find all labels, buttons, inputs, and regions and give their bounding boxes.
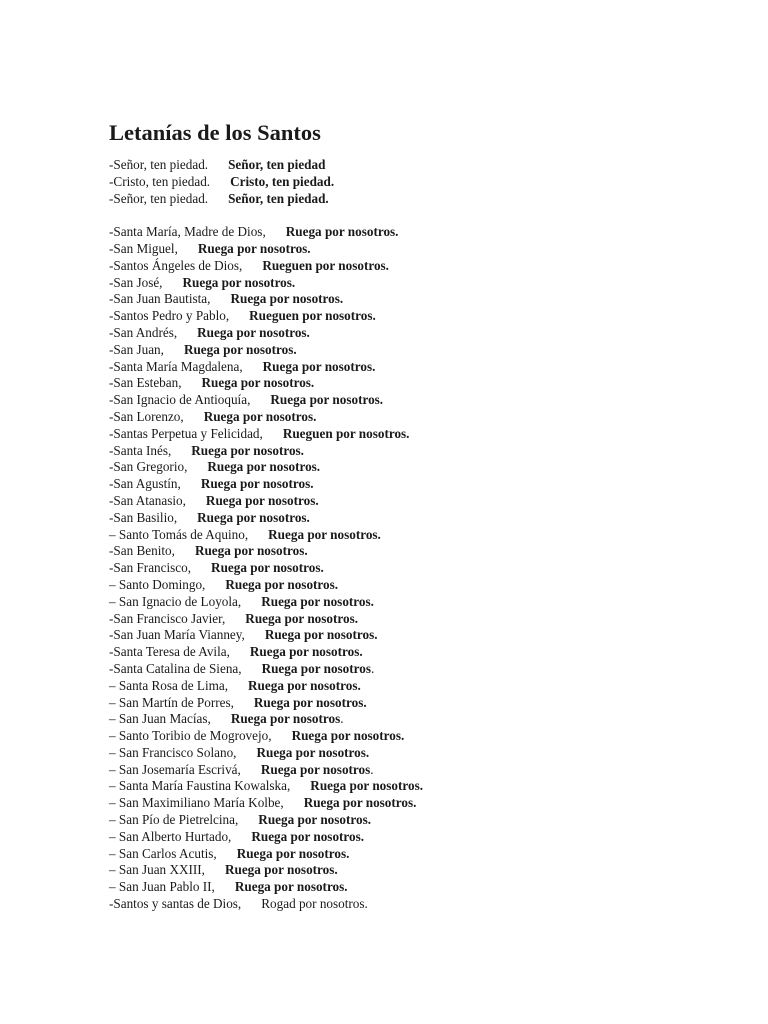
invocation-text: -Santa María Magdalena, <box>109 358 243 374</box>
response-text: Ruega por nosotros. <box>197 324 310 340</box>
invocation-line <box>109 795 729 812</box>
invocation-line <box>109 862 729 879</box>
response-text: Ruega por nosotros. <box>270 392 384 408</box>
invocation-text: -San Juan Bautista, <box>109 291 211 307</box>
response-text: Ruega por nosotros <box>261 660 371 676</box>
invocation-text: -San Agustín, <box>109 476 181 492</box>
invocation-text: -Santa Teresa de Avila, <box>109 644 230 660</box>
invocation-text: -San Juan María Vianney, <box>109 627 245 643</box>
invocation-text: -Santa Catalina de Siena, <box>109 660 242 676</box>
response-text: Rogad por nosotros. <box>261 896 368 912</box>
invocation-line <box>109 476 729 493</box>
invocation-line <box>109 846 729 863</box>
invocation-line <box>109 258 729 275</box>
trailing-punctuation: . <box>340 711 344 727</box>
response-text: Ruega por nosotros. <box>251 828 365 844</box>
response-text: Ruega por nosotros. <box>183 341 297 357</box>
invocation-text: – Santo Toribio de Mogrovejo, <box>109 728 272 744</box>
response-text: Ruega por nosotros. <box>249 644 363 660</box>
response-text: Ruega por nosotros. <box>285 224 399 240</box>
invocation-text: -Santas Perpetua y Felicidad, <box>109 425 263 441</box>
invocation-line <box>109 560 729 577</box>
invocation-text: -San Ignacio de Antioquía, <box>109 392 251 408</box>
invocation-text: – San Josemaría Escrivá, <box>109 761 241 777</box>
invocation-line <box>109 611 729 628</box>
invocation-line <box>109 157 729 174</box>
saints-invocations-list <box>109 224 729 913</box>
invocation-line <box>109 728 729 745</box>
invocation-line <box>109 459 729 476</box>
invocation-line <box>109 342 729 359</box>
response-text: Ruega por nosotros. <box>224 862 338 878</box>
response-text: Ruega por nosotros. <box>201 375 315 391</box>
invocation-line <box>109 879 729 896</box>
response-text: Ruega por nosotros. <box>205 492 319 508</box>
invocation-line <box>109 594 729 611</box>
invocation-text: – San Juan Macías, <box>109 711 211 727</box>
response-text: Ruega por nosotros. <box>264 627 378 643</box>
invocation-line <box>109 426 729 443</box>
invocation-text: -San Miguel, <box>109 240 178 256</box>
response-text: Ruega por nosotros. <box>182 274 296 290</box>
invocation-line <box>109 375 729 392</box>
response-text: Ruega por nosotros <box>260 761 371 777</box>
response-text: Ruega por nosotros. <box>310 778 424 794</box>
invocation-line <box>109 745 729 762</box>
response-text: Ruega por nosotros. <box>268 526 381 542</box>
invocation-text: – San Maximiliano María Kolbe, <box>109 795 284 811</box>
invocation-line <box>109 829 729 846</box>
invocation-text: – Santo Tomás de Aquino, <box>109 526 249 542</box>
invocation-line <box>109 510 729 527</box>
invocation-text: -San Francisco Javier, <box>109 610 226 626</box>
invocation-text: – San Pío de Pietrelcina, <box>109 812 239 828</box>
invocation-line <box>109 527 729 544</box>
response-text: Señor, ten piedad. <box>228 190 329 206</box>
response-text: Ruega por nosotros. <box>225 576 339 592</box>
invocation-line <box>109 778 729 795</box>
response-text: Ruega por nosotros. <box>262 358 376 374</box>
invocation-line <box>109 325 729 342</box>
invocation-line <box>109 308 729 325</box>
invocation-text: -Santos Pedro y Pablo, <box>109 308 230 324</box>
invocation-text: – Santa María Faustina Kowalska, <box>109 778 291 794</box>
document-page <box>109 118 729 913</box>
response-text: Ruega por nosotros. <box>303 795 417 811</box>
invocation-text: – San Ignacio de Loyola, <box>109 593 242 609</box>
response-text: Ruega por nosotros. <box>197 509 310 525</box>
response-text: Ruega por nosotros. <box>234 879 348 895</box>
response-text: Ruega por nosotros. <box>256 744 370 760</box>
invocation-line <box>109 762 729 779</box>
invocation-line <box>109 711 729 728</box>
invocation-text: -Cristo, ten piedad. <box>109 173 211 189</box>
invocation-text: – Santa Rosa de Lima, <box>109 677 229 693</box>
invocation-line <box>109 409 729 426</box>
invocation-text: -Señor, ten piedad. <box>109 157 209 172</box>
invocation-text: – San Francisco Solano, <box>109 744 237 760</box>
invocation-text: – San Juan Pablo II, <box>109 879 215 895</box>
invocation-text: -Señor, ten piedad. <box>109 190 209 206</box>
invocation-text: -San Basilio, <box>109 509 178 525</box>
response-text: Rueguen por nosotros. <box>282 425 410 441</box>
invocation-text: -San Andrés, <box>109 324 178 340</box>
invocation-text: -San Lorenzo, <box>109 408 184 424</box>
document-title: Letanías de los Santos <box>109 120 321 145</box>
invocation-text: -San Benito, <box>109 543 175 559</box>
invocation-line <box>109 275 729 292</box>
invocation-line <box>109 493 729 510</box>
response-text: Ruega por nosotros. <box>248 677 361 693</box>
invocation-text: -San Juan, <box>109 341 164 357</box>
intro-invocations-list <box>109 157 729 207</box>
invocation-line <box>109 359 729 376</box>
response-text: Ruega por nosotros. <box>253 694 367 710</box>
invocation-line <box>109 644 729 661</box>
invocation-text: -San Francisco, <box>109 560 192 576</box>
response-text: Ruega por nosotros. <box>291 728 405 744</box>
response-text: Ruega por nosotros. <box>197 240 311 256</box>
trailing-punctuation: . <box>371 660 375 676</box>
invocation-text: – San Alberto Hurtado, <box>109 828 232 844</box>
invocation-line <box>109 812 729 829</box>
response-text: Ruega por nosotros. <box>258 812 372 828</box>
invocation-line <box>109 291 729 308</box>
response-text: Ruega por nosotros. <box>211 560 324 576</box>
invocation-line <box>109 543 729 560</box>
invocation-line <box>109 224 729 241</box>
invocation-line <box>109 678 729 695</box>
response-text: Cristo, ten piedad. <box>230 173 335 189</box>
invocation-text: – San Carlos Acutis, <box>109 845 217 861</box>
response-text: Ruega por nosotros. <box>261 593 374 609</box>
invocation-text: -Santos Ángeles de Dios, <box>109 257 243 273</box>
invocation-text: -San José, <box>109 274 163 290</box>
invocation-line <box>109 191 729 208</box>
response-text: Ruega por nosotros <box>230 711 341 727</box>
invocation-text: -Santos y santas de Dios, <box>109 896 242 912</box>
response-text: Ruega por nosotros. <box>200 476 314 492</box>
invocation-line <box>109 241 729 258</box>
response-text: Señor, ten piedad <box>228 157 326 172</box>
trailing-punctuation: . <box>370 761 374 777</box>
invocation-text: -Santa María, Madre de Dios, <box>109 224 266 240</box>
response-text: Ruega por nosotros. <box>203 408 317 424</box>
invocation-text: -Santa Inés, <box>109 442 172 458</box>
response-text: Ruega por nosotros. <box>191 442 304 458</box>
response-text: Ruega por nosotros. <box>236 845 350 861</box>
response-text: Rueguen por nosotros. <box>249 308 376 324</box>
invocation-text: – San Martín de Porres, <box>109 694 234 710</box>
invocation-line <box>109 174 729 191</box>
invocation-line <box>109 896 729 913</box>
response-text: Ruega por nosotros. <box>194 543 308 559</box>
invocation-line <box>109 392 729 409</box>
response-text: Ruega por nosotros. <box>230 291 344 307</box>
invocation-line <box>109 577 729 594</box>
response-text: Rueguen por nosotros. <box>262 257 389 273</box>
invocation-text: -San Esteban, <box>109 375 182 391</box>
invocation-line <box>109 627 729 644</box>
invocation-text: – Santo Domingo, <box>109 576 206 592</box>
invocation-line <box>109 695 729 712</box>
response-text: Ruega por nosotros. <box>207 459 321 475</box>
invocation-text: -San Atanasio, <box>109 492 186 508</box>
invocation-text: – San Juan XXIII, <box>109 862 205 878</box>
invocation-line <box>109 443 729 460</box>
response-text: Ruega por nosotros. <box>245 610 359 626</box>
invocation-text: -San Gregorio, <box>109 459 188 475</box>
invocation-line <box>109 661 729 678</box>
